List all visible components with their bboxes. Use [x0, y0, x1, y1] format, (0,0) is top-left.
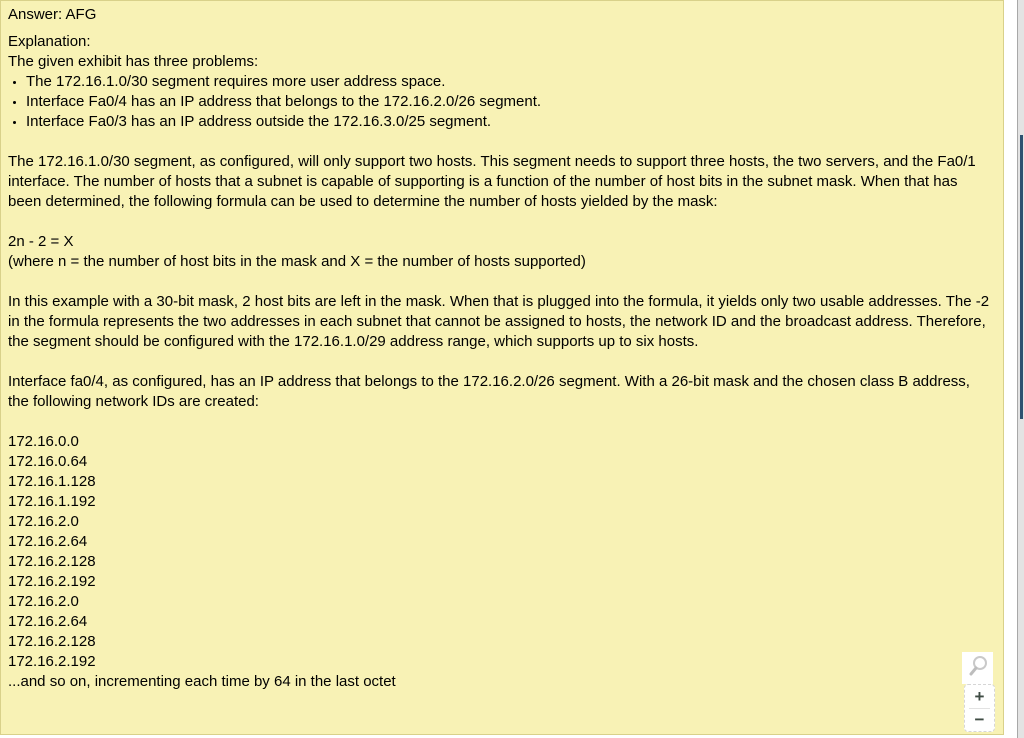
problem-text: The 172.16.1.0/30 segment requires more user address space.: [26, 73, 446, 90]
network-id: 172.16.0.64: [8, 453, 88, 470]
bullet-icon: [13, 101, 16, 104]
paragraph-fa04: Interface fa0/4, as configured, has an IP address that belongs to the 172.16.2.0/26 segment. With a 26-bit mask and the chosen class B address, the following network IDs are created:: [8, 373, 970, 410]
formula-line: 2n - 2 = X: [8, 233, 74, 250]
network-id-list: [8, 432, 994, 672]
network-id: 172.16.2.128: [8, 553, 96, 570]
bullet-icon: [13, 121, 16, 124]
explanation-content: [1, 1, 1002, 692]
network-id: 172.16.2.0: [8, 513, 79, 530]
problem-text: Interface Fa0/3 has an IP address outside the 172.16.3.0/25 segment.: [26, 113, 492, 130]
magnifier-icon: [967, 654, 989, 683]
network-id: 172.16.0.0: [8, 433, 79, 450]
bullet-icon: [13, 81, 16, 84]
network-id: 172.16.2.64: [8, 533, 88, 550]
scrollbar-thumb[interactable]: [1020, 135, 1023, 419]
paragraph-example: In this example with a 30-bit mask, 2 host bits are left in the mask. When that is plugged into the formula, it yields only two usable addresses. The -2 in the formula represents the two addresses in each subnet that cannot be assigned to hosts, the network ID and the broadcast address. Therefore, the segment should be configured with the 172.16.1.0/29 address range, which supports up to six hosts.: [8, 293, 990, 350]
magnifier-button[interactable]: [962, 652, 993, 684]
zoom-out-button[interactable]: −: [974, 710, 985, 730]
page-right-margin: [1004, 0, 1017, 738]
formula-note: (where n = the number of host bits in the mask and X = the number of hosts supported): [8, 253, 586, 270]
network-id: 172.16.1.192: [8, 493, 96, 510]
paragraph-hosts-support: The 172.16.1.0/30 segment, as configured, will only support two hosts. This segment needs to support three hosts, the two servers, and the Fa0/1 interface. The number of hosts that a subnet is capable of supporting is a function of the number of host bits in the subnet mask. When that has been determined, the following formula can be used to determine the number of hosts yielded by the mask:: [8, 153, 976, 210]
explanation-intro: The given exhibit has three problems:: [8, 53, 259, 70]
network-id: 172.16.2.192: [8, 573, 96, 590]
problem-bullet-2: [8, 92, 994, 112]
explanation-heading: Explanation:: [8, 33, 91, 50]
network-id: 172.16.1.128: [8, 473, 96, 490]
network-id-footer: ...and so on, incrementing each time by 64 in the last octet: [8, 673, 396, 690]
zoom-control: [964, 684, 995, 732]
network-id: 172.16.2.0: [8, 593, 79, 610]
zoom-in-button[interactable]: +: [974, 686, 985, 706]
network-id: 172.16.2.64: [8, 613, 88, 630]
answer-line: Answer: AFG: [8, 6, 97, 23]
vertical-scrollbar[interactable]: [1017, 0, 1024, 738]
problem-text: Interface Fa0/4 has an IP address that belongs to the 172.16.2.0/26 segment.: [26, 93, 542, 110]
problem-bullet-1: [8, 72, 994, 92]
network-id: 172.16.2.192: [8, 653, 96, 670]
network-id: 172.16.2.128: [8, 633, 96, 650]
problem-bullet-3: [8, 112, 994, 132]
